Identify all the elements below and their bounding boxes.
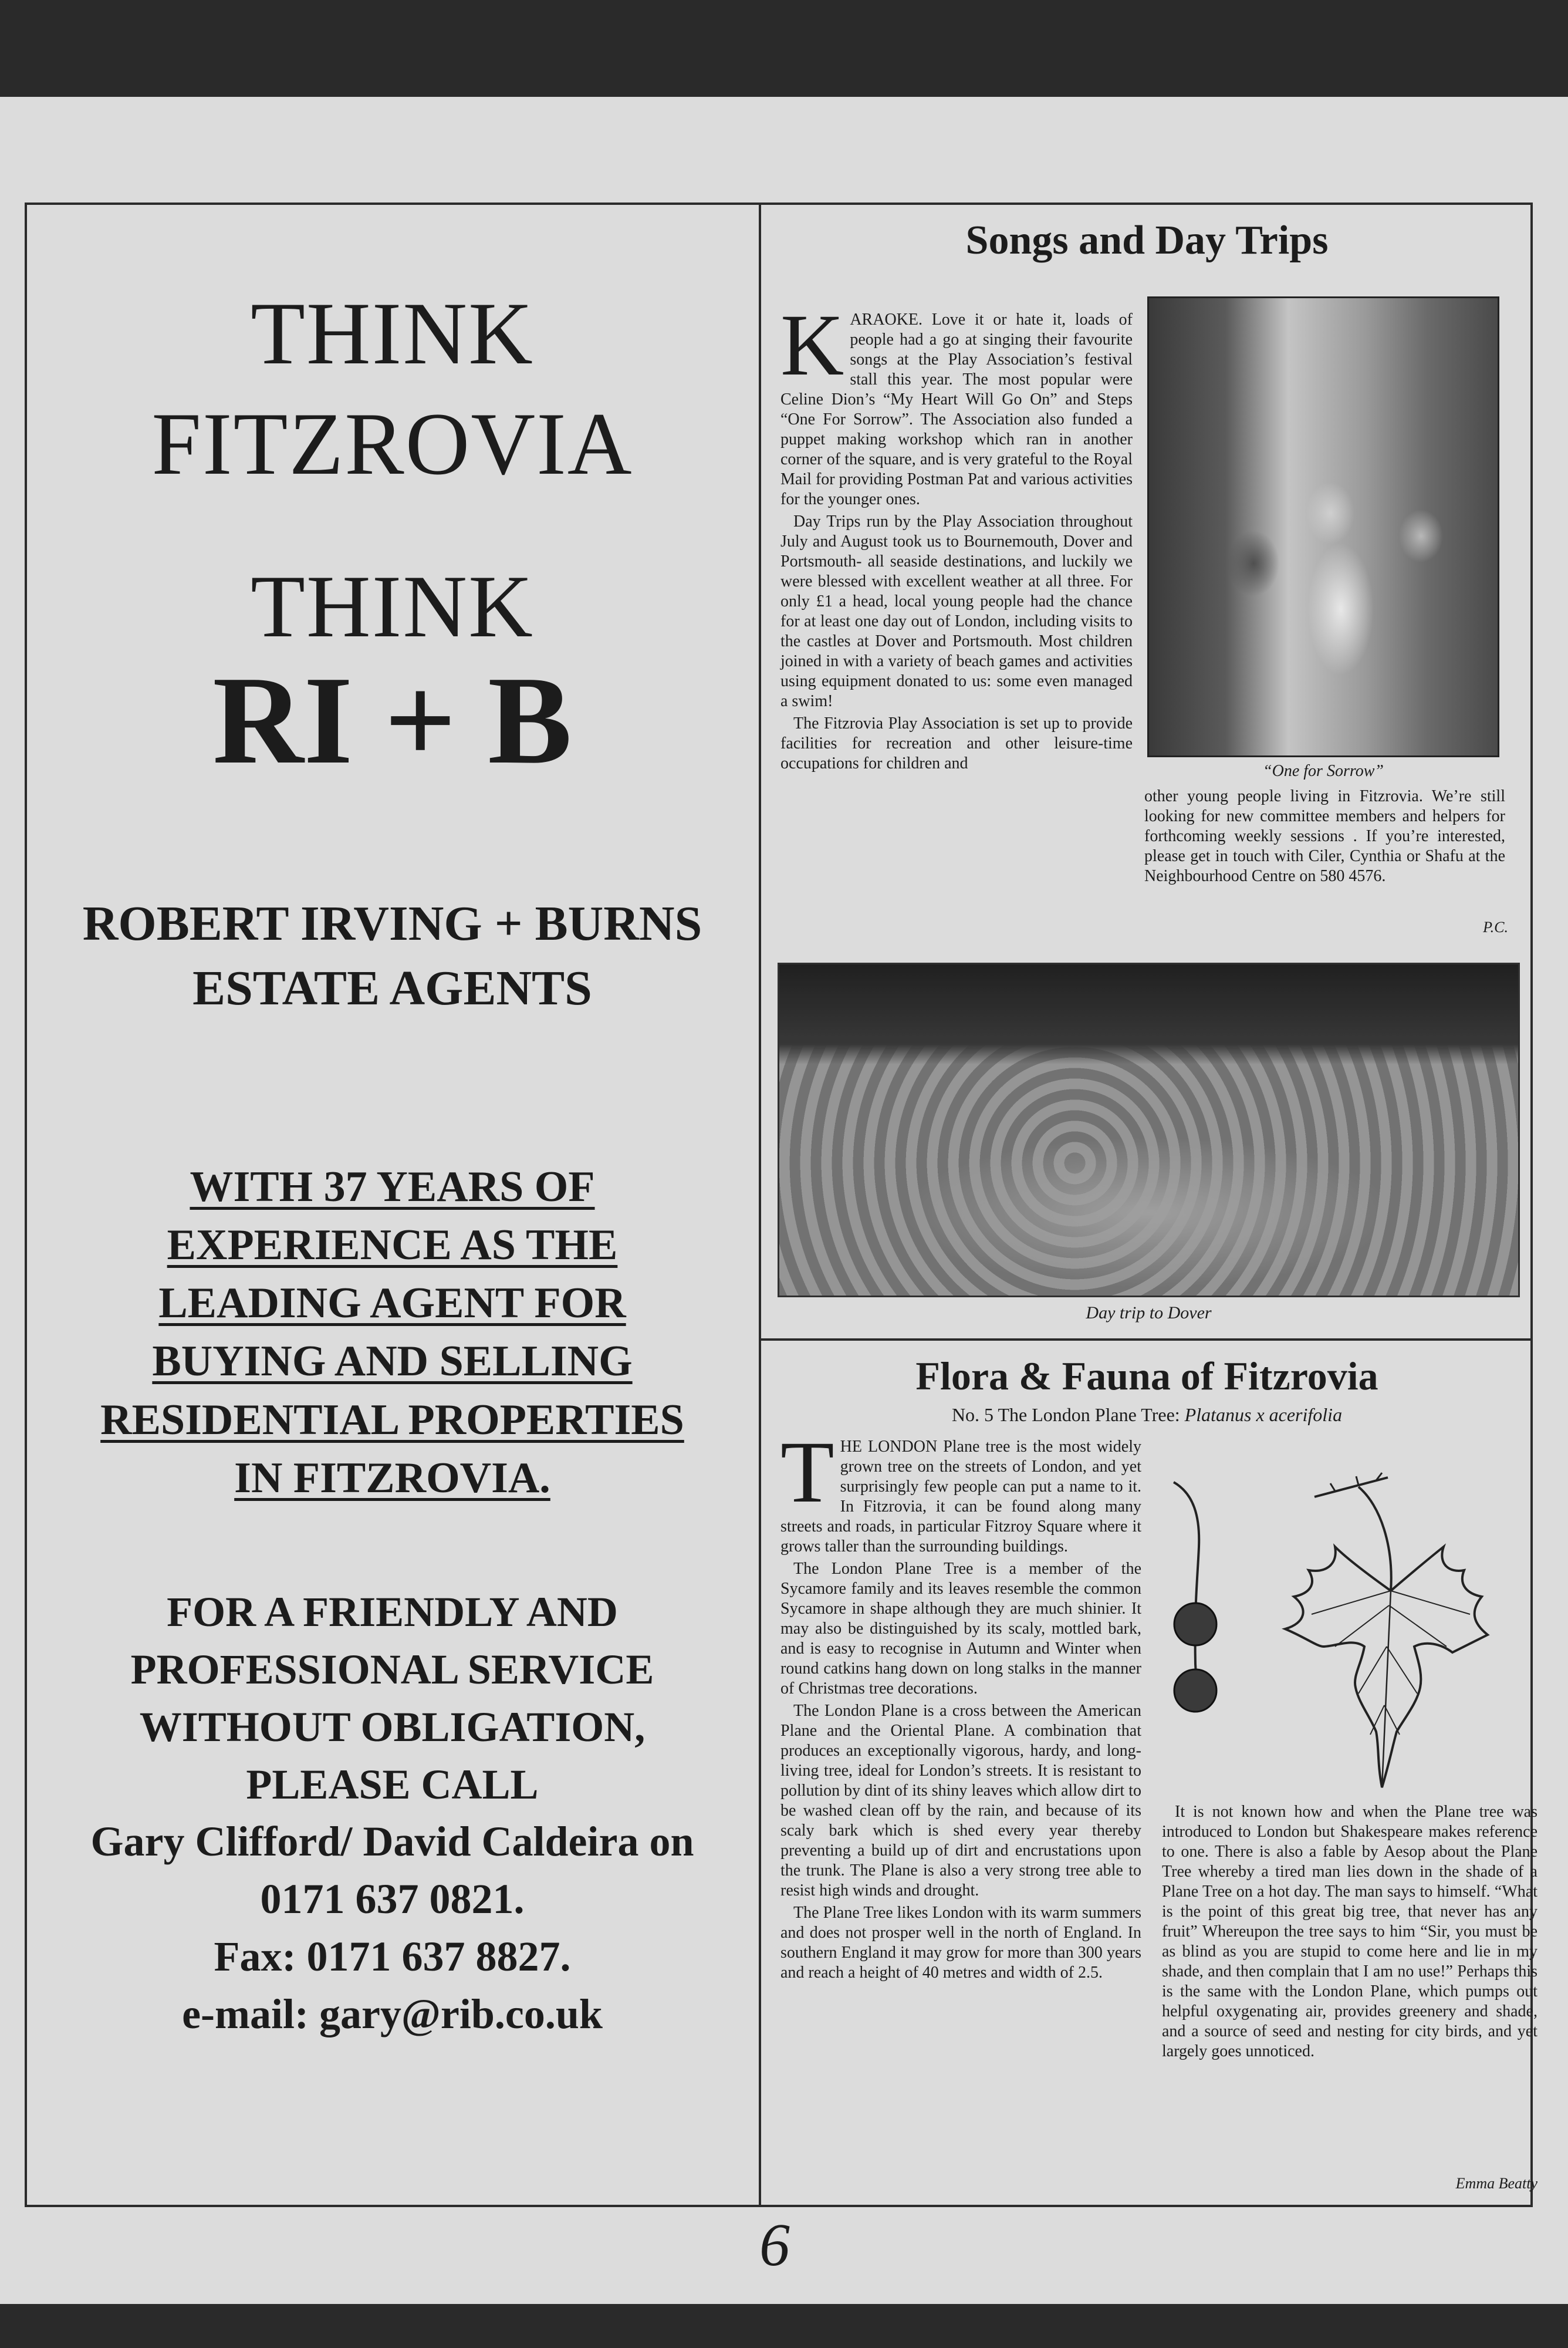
- flora-article-col1: [780, 1423, 1141, 1985]
- songs-article-col2: [1144, 787, 1505, 889]
- service-line: PROFESSIONAL SERVICE: [130, 1645, 654, 1693]
- flora-para-1: HE LONDON Plane tree is the most widely grown tree on the streets of London, and yet surprisingly few people can put a name to it. In Fitzrovia, it can be found along many streets and roads, in particular Fitzroy Square where it grows taller than the surrounding buildings.: [780, 1438, 1141, 1556]
- experience-line: EXPERIENCE AS THE: [167, 1221, 618, 1270]
- advert-company-type: ESTATE AGENTS: [192, 960, 592, 1016]
- songs-dropcap: K: [780, 296, 844, 394]
- advert-phone: 0171 637 0821.: [260, 1875, 525, 1923]
- catkin-icon: [1174, 1603, 1216, 1645]
- leaf-icon: [1285, 1547, 1488, 1787]
- flora-para-4: The Plane Tree likes London with its warm summers and does not prosper well in the north of England. In southern England it may grow for more than 300 years and reach a height of 40 metres and width of 2.5.: [780, 1904, 1141, 1982]
- page-number: 6: [759, 2211, 790, 2279]
- flora-subtitle-latin: Platanus x acerifolia: [1184, 1404, 1343, 1425]
- advert-company-name: ROBERT IRVING + BURNS: [82, 896, 702, 951]
- flora-subtitle: [761, 1404, 1533, 1426]
- advert-think-2: THINK: [251, 557, 534, 656]
- songs-para-2: Day Trips run by the Play Association throughout July and August took us to Bournemouth, Dover and Portsmouth- all seaside destinations, and luckily we were blessed with excellent weather at all three. For only £1 a head, local young people had the chance for at least one day out of London, including visits to the castles at Dover and Portsmouth. Most children joined in with a variety of beach games and activities using equipment donated to us: some even managed a swim!: [780, 512, 1133, 710]
- songs-para-1: ARAOKE. Love it or hate it, loads of people had a go at singing their favourite songs at the Play Association’s festival stall this year. The most popular were Celine Dion’s “My Heart Will Go On” and Steps “One For Sorrow”. The Association also funded a puppet making workshop which ran in another corner of the square, and is very grateful to the Royal Mail for providing Postman Pat and various activities for the younger ones.: [780, 311, 1133, 508]
- flora-title: Flora & Fauna of Fitzrovia: [915, 1354, 1378, 1398]
- service-line: FOR A FRIENDLY AND: [167, 1588, 618, 1635]
- advert-contact-names: Gary Clifford/ David Caldeira on: [90, 1818, 694, 1865]
- advert-fitzrovia: FITZROVIA: [151, 394, 633, 493]
- flora-subtitle-prefix: No. 5 The London Plane Tree:: [951, 1404, 1185, 1425]
- songs-article-col1: [780, 296, 1133, 776]
- dover-day-trip-photo: [778, 963, 1520, 1297]
- songs-author-initials: P.C.: [1483, 919, 1508, 936]
- catkin-icon: [1174, 1669, 1216, 1712]
- experience-line: RESIDENTIAL PROPERTIES: [100, 1395, 684, 1444]
- songs-para-3-continued: other young people living in Fitzrovia. We’re still looking for new committee members and helpers for forthcoming weekly sessions . If you’re interested, please get in touch with Ciler, Cynthia or Shafu at the Neighbourhood Centre on 580 4576.: [1144, 787, 1505, 885]
- experience-line: BUYING AND SELLING: [152, 1337, 633, 1386]
- column-divider: [759, 203, 761, 2207]
- plane-tree-illustration: [1159, 1470, 1523, 1799]
- service-line: PLEASE CALL: [246, 1760, 539, 1808]
- dover-photo-caption: Day trip to Dover: [1086, 1303, 1212, 1323]
- estate-agent-advert: [27, 205, 758, 2043]
- advert-service: [27, 1584, 758, 2043]
- karaoke-photo: [1147, 296, 1499, 757]
- advert-email: e-mail: gary@rib.co.uk: [182, 1991, 603, 2038]
- advert-rib-logo: RI + B: [212, 649, 572, 790]
- karaoke-photo-caption: “One for Sorrow”: [1263, 762, 1384, 780]
- songs-para-3: The Fitzrovia Play Association is set up to provide facilities for recreation and other leisure-time occupations for children and: [780, 714, 1133, 772]
- service-line: WITHOUT OBLIGATION,: [139, 1703, 646, 1750]
- flora-para-3: The London Plane is a cross between the American Plane and the Oriental Plane. A combination that produces an exceptionally vigorous, hardy, and long-living tree, ideal for London’s streets. It is resistant to pollution by dint of its shiny leaves which allow dirt to be washed clean off by the rain, and because of its scaly bark which is shed every year thereby preventing a build up of dirt and encrustations upon the trunk. The Plane is also a very strong tree able to resist high winds and drought.: [780, 1702, 1141, 1900]
- experience-line: IN FITZROVIA.: [234, 1453, 550, 1502]
- advert-think-1: THINK: [251, 284, 534, 383]
- experience-line: WITH 37 YEARS OF: [190, 1162, 595, 1211]
- songs-title: Songs and Day Trips: [965, 218, 1329, 263]
- songs-section-divider: [761, 1338, 1533, 1341]
- experience-line: LEADING AGENT FOR: [158, 1279, 626, 1328]
- flora-para-5: It is not known how and when the Plane tree was introduced to London but Shakespeare makes reference to one. There is also a fable by Aesop about the Plane Tree whereby a tired man lies down in the shade of a Plane Tree on a hot day. The man says to himself. “What is the point of this great big tree, that never has any fruit” Whereupon the tree says to him “Sir, you must be as blind as you are stupid to come here and lie in my shade, and then complain that I am no use!” Perhaps this is the same with the London Plane, which pumps out helpful oxygenating air, provides greenery and shade, and a source of seed and nesting for city birds, and yet largely goes unnoticed.: [1162, 1803, 1537, 2060]
- advert-experience: [27, 1158, 758, 1507]
- flora-article-col2: [1162, 1802, 1537, 2064]
- advert-fax: Fax: 0171 637 8827.: [214, 1933, 571, 1981]
- flora-author: Emma Beatty: [1455, 2175, 1537, 2192]
- flora-para-2: The London Plane Tree is a member of the Sycamore family and its leaves resemble the common Sycamore in shape although they are much shinier. It may also be distinguished by its scaly, mottled bark, and is easy to recognise in Autumn and Winter when round catkins hang down on long stalks in the manner of Christmas tree decorations.: [780, 1560, 1141, 1698]
- flora-dropcap: T: [780, 1423, 834, 1521]
